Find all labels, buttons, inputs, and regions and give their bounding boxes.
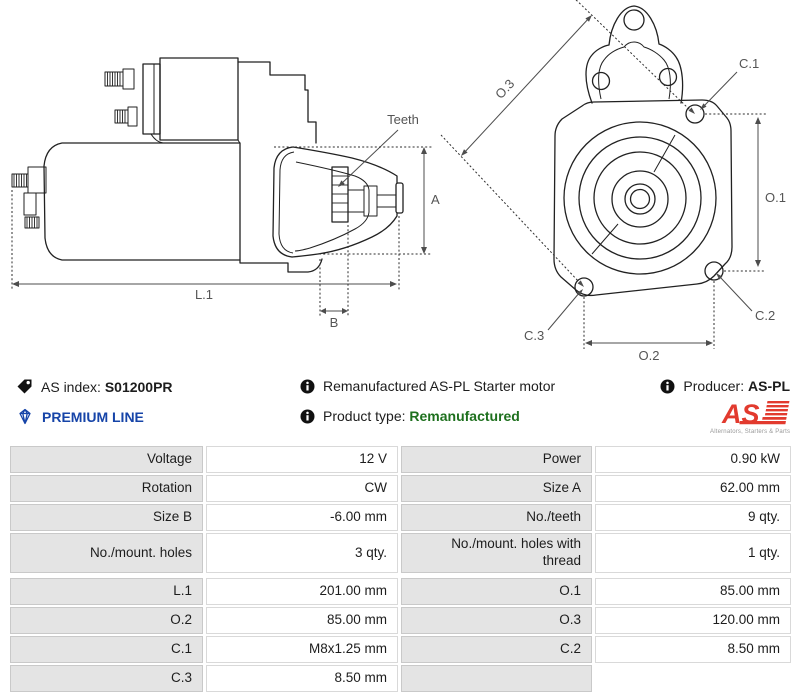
dim-label-o1: O.1 [765,190,786,205]
spec-label: C.3 [10,665,203,692]
dim-label-c2: C.2 [755,308,776,323]
solenoid-cap [143,64,160,134]
product-type-item [300,408,520,424]
dim-label-l1: L.1 [194,287,214,302]
spec-label: Rotation [10,475,203,502]
premium-line-text: PREMIUM LINE [42,408,144,425]
spec-label: Size A [401,475,592,502]
spec-value: CW [206,475,398,502]
side-view-drawing [12,58,440,330]
spec-value: 85.00 mm [595,578,791,605]
info-icon [300,379,315,394]
terminal-block [28,167,46,193]
bracket-hole-left [593,73,610,90]
lower-terminal-thread [25,217,39,228]
rear-housing-top [238,62,316,143]
spec-label: Size B [10,504,203,531]
info-icon [300,409,315,424]
spec-label: No./teeth [401,504,592,531]
solenoid-stud-2 [115,107,137,126]
premium-line-item [16,408,144,425]
spec-value: 62.00 mm [595,475,791,502]
spec-value: 0.90 kW [595,446,791,473]
spec-label: C.1 [10,636,203,663]
bracket-hole-right [660,69,677,86]
description-text: Remanufactured AS-PL Starter motor [323,378,556,394]
spec-table-section-2 [10,578,790,692]
spec-label: No./mount. holes [10,533,203,573]
logo-as-text: AS [722,399,760,429]
drive-end-housing [273,147,403,257]
product-type-text: Product type: Remanufactured [323,408,520,424]
description-item [300,378,555,394]
as-index-value: S01200PR [104,378,173,395]
dim-label-c3: C.3 [524,328,545,343]
solenoid-stud-1 [105,69,134,89]
as-pl-logo-graphic [708,398,792,436]
dim-label-a: A [431,192,440,207]
front-view-drawing [441,0,786,363]
dim-label-o3: O.3 [492,76,518,102]
spec-value: 120.00 mm [595,607,791,634]
motor-body [44,143,240,260]
lower-terminal-block [24,193,36,215]
spec-value: 8.50 mm [595,636,791,663]
spec-label: Voltage [10,446,203,473]
c3-leader-line [548,292,580,330]
spec-label: O.1 [401,578,592,605]
c1-leader-line [703,72,737,107]
spec-value: 9 qty. [595,504,791,531]
spec-value: 1 qty. [595,533,791,573]
product-type-value: Remanufactured [409,408,520,424]
spec-value: 85.00 mm [206,607,398,634]
spec-label: O.2 [10,607,203,634]
mounting-flange [554,100,732,295]
spec-label: O.3 [401,607,592,634]
as-index-item [16,378,173,395]
spec-value: -6.00 mm [206,504,398,531]
spec-label: Power [401,446,592,473]
producer-item [660,378,790,394]
dim-label-b: B [329,315,339,330]
producer-text: Producer: AS-PL [683,378,790,394]
info-icon [660,379,675,394]
terminal-stud-thread [12,174,28,187]
tag-icon [16,378,33,395]
spec-value: 3 qty. [206,533,398,573]
spec-table-section-1 [10,446,790,573]
spec-table [10,446,790,692]
product-info-section [0,372,800,444]
top-mount-hole [624,10,644,30]
as-index-text: AS index: S01200PR [41,378,173,395]
spec-label: C.2 [401,636,592,663]
dim-label-teeth: Teeth [387,112,419,127]
spec-value: M8x1.25 mm [206,636,398,663]
spec-value: 8.50 mm [206,665,398,692]
spec-value-empty [595,665,791,692]
spec-label: No./mount. holes with thread [401,533,592,573]
dim-label-c1: C.1 [739,56,760,71]
c2-leader-line [720,277,752,311]
spec-label-empty [401,665,592,692]
spec-value: 12 V [206,446,398,473]
rear-housing-bottom [240,259,322,272]
as-pl-logo [708,398,792,436]
dim-line-o3 [463,17,590,154]
spec-label: L.1 [10,578,203,605]
diamond-icon [16,408,34,425]
dim-label-o2: O.2 [638,348,660,363]
solenoid-body [160,58,238,140]
logo-tagline: Alternators, Starters & Parts [710,429,790,435]
bearing-circles [564,122,716,274]
pinion-gear [332,167,396,222]
spec-value: 201.00 mm [206,578,398,605]
producer-value: AS-PL [748,378,790,394]
